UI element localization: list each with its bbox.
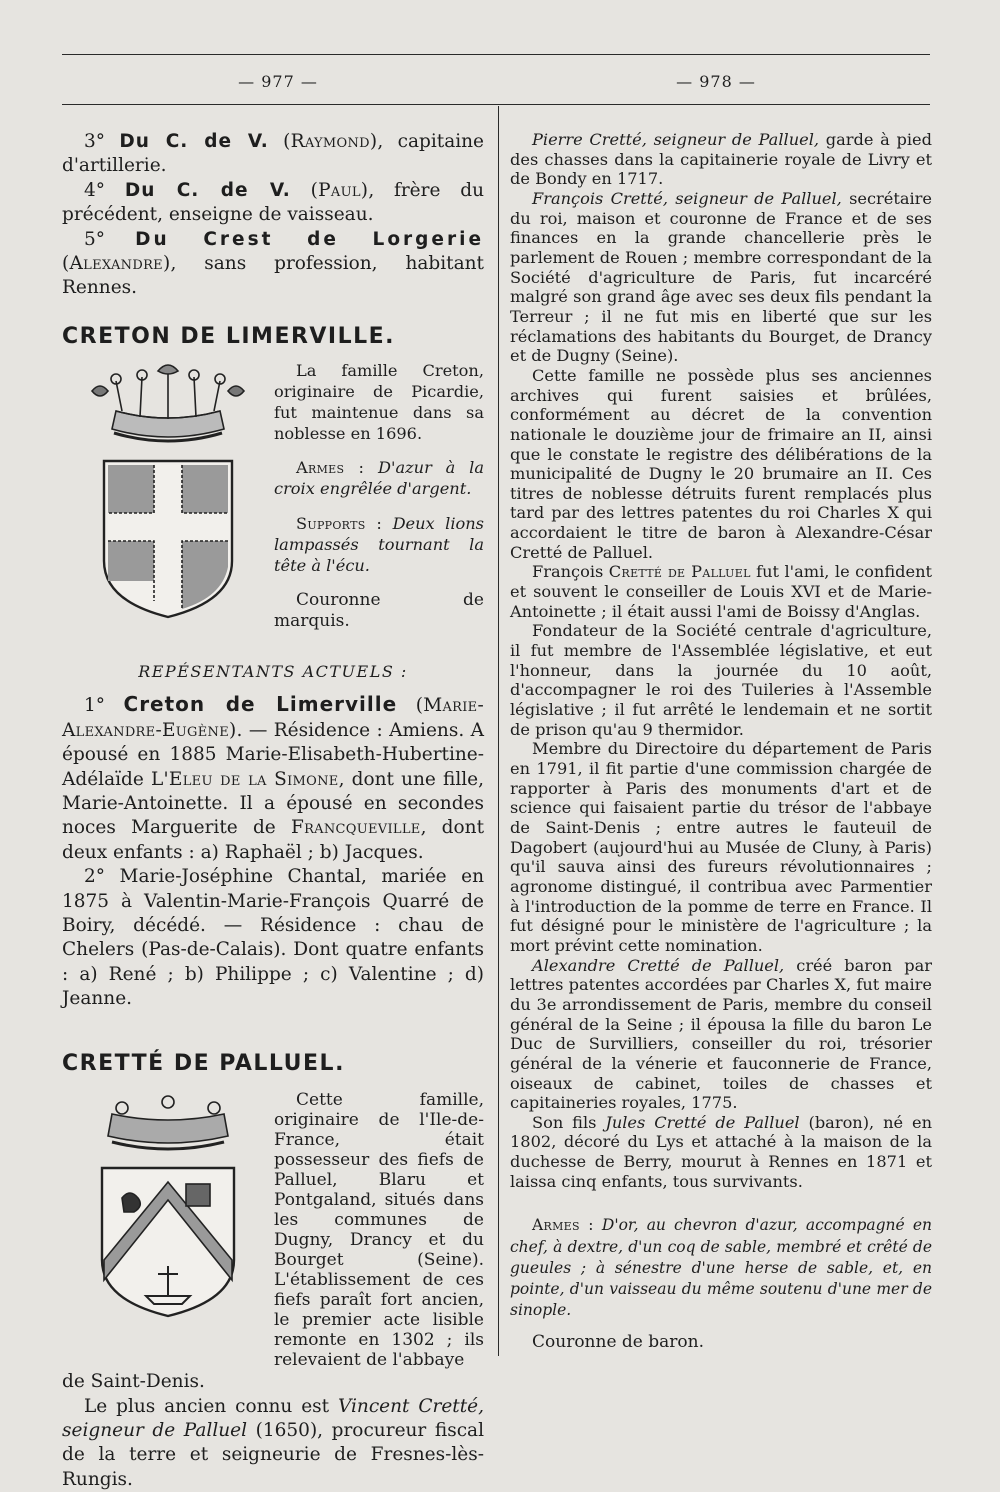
entry-3: 3° Du C. de V. (Raymond), capitaine d'artillerie. [62, 131, 484, 177]
creton-armes: Armes : D'azur à la croix engrêlée d'argent. [274, 458, 484, 499]
paragraph-archives: Cette famille ne possède plus ses anciennes archives qui furent saisies et brûlées, conformément au décret de la convention nationale le douzième jour de frimaire an II, ainsi que le constate le registre des délibérations de la municipalité de Dugny le 20 brumaire an II. Ces titres de noblesse détruits furent remplacés plus tard par des lettres patentes du roi Charles X qui accordaient le titre de baron à Alexandre-César Cretté de Palluel. [510, 365, 932, 562]
paragraph-pierre: Pierre Cretté, seigneur de Palluel, garde à pied des chasses dans la capitainerie royale de Livry et de Bondy en 1717. [510, 130, 932, 189]
crette-armes: Armes : D'or, au chevron d'azur, accompagné en chef, à dextre, d'un coq de sable, membré et crêté de gueules ; à sénestre d'une herse de sable, et, en pointe, d'un vaisseau du même soutenu d'une mer de sinople. [510, 1216, 932, 1320]
page-number-right: — 978 — [676, 72, 756, 91]
right-column [510, 130, 932, 1353]
entry-name: Du C. de V. [124, 179, 291, 201]
section-heading-crette: CRETTÉ DE PALLUEL. [62, 1050, 345, 1076]
section-heading-creton: CRETON DE LIMERVILLE. [62, 323, 396, 349]
entry-5: 5° Du Crest de Lorgerie (Alexandre), sans profession, habitant Rennes. [62, 228, 484, 299]
creton-intro: La famille Creton, originaire de Picardie, fut maintenue dans sa noblesse en 1696. [274, 361, 484, 443]
creton-side-text [274, 361, 484, 632]
paragraph-francois: François Cretté, seigneur de Palluel, secrétaire du roi, maison et couronne de France et de ses finances en la grande chancellerie près le parlement de Rouen ; membre correspondant de la Société d'agriculture de Paris, fut incarcéré malgré son grand âge avec ses deux fils pendant la Terreur ; il ne fut mis en liberté que sur les réclamations des habitants du Bourget, de Drancy et de Dugny (Seine). [510, 188, 932, 366]
column-separator [498, 106, 499, 1356]
entry-name: Du Crest de Lorgerie [135, 228, 484, 250]
paragraph-jules: Son fils Jules Cretté de Palluel (baron), né en 1802, décoré du Lys et attaché à la maison de la duchesse de Berry, mourut à Rennes en 1871 et laissa cinq enfants, tous survivants. [510, 1112, 932, 1191]
crette-intro: Cette famille, originaire de l'Ile-de-France, était possesseur des fiefs de Palluel, Blaru et Pontgaland, situés dans les communes de Dugny, Drancy et du Bourget (Seine). L'établissement de ces fiefs paraît fort ancien, le premier acte lisible remonte en 1302 ; ils relevaient de l'abbaye [274, 1090, 484, 1371]
entry-4: 4° Du C. de V. (Paul), frère du précédent, enseigne de vaisseau. [62, 179, 484, 226]
crette-intro-end: de Saint-Denis. [62, 1371, 205, 1393]
representative-2: 2° Marie-Joséphine Chantal, mariée en 1875 à Valentin-Marie-François Quarré de Boiry, décédé. — Résidence : chau de Chelers (Pas-de-Calais). Dont quatre enfants : a) René ; b) Philippe ; c) Valentine ; d) Jeanne. [62, 866, 484, 1010]
crette-coat-of-arms-illustration [82, 1090, 254, 1318]
creton-supports: Supports : Deux lions lampassés tournant la tête à l'écu. [274, 514, 484, 575]
crette-couronne: Couronne de baron. [532, 1332, 704, 1353]
paragraph-alexandre: Alexandre Cretté de Palluel, créé baron par lettres patentes accordées par Charles X, fut maire du 3e arrondissement de Paris, membre du conseil général de la Seine ; il épousa la fille du baron Le Duc de Survilliers, conseiller du roi, trésorier général de la vénerie et fauconnerie de France, oiseaux de cabinet, toiles de chasses et capitaineries royales, 1775. [510, 955, 932, 1113]
entry-name: Du C. de V. [119, 131, 269, 152]
representative-1: 1° Creton de Limerville (Marie-Alexandre-Eugène). — Résidence : Amiens. A épousé en 1885 Marie-Elisabeth-Hubertine-Adélaïde L'Eleu de la Simone, dont une fille, Marie-Antoinette. Il a épousé en secondes noces Marguerite de Francqueville, dont deux enfants : a) Raphaël ; b) Jacques. [62, 692, 484, 863]
top-rule [62, 54, 930, 55]
representants-heading: REPÉSENTANTS ACTUELS : [138, 662, 408, 682]
crette-earliest-known: Le plus ancien connu est Vincent Cretté, seigneur de Palluel (1650), procureur fiscal de la terre et seigneurie de Fresnes-lès-Rungis. [62, 1395, 484, 1490]
paragraph-confident: François Cretté de Palluel fut l'ami, le confident et souvent le conseiller de Louis XVI et de Marie-Antoinette ; il était aussi l'ami de Boissy d'Anglas. [510, 562, 932, 621]
page-number-left: — 977 — [238, 72, 318, 91]
creton-arms-block [62, 361, 484, 632]
paragraph-directoire: Membre du Directoire du département de Paris en 1791, il fit partie d'une commission chargée de rapporter à Paris des monuments d'art et de science qui faisaient partie du trésor de l'abbaye de Saint-Denis ; entre autres le fauteuil de Dagobert (aujourd'hui au Musée de Cluny, à Paris) qu'il sauva ainsi des fureurs révolutionnaires ; agronome distingué, il contribua avec Parmentier à l'introduction de la pomme de terre en France. Il fut désigné pour le ministère de l'agriculture ; la mort prévint cette nomination. [510, 739, 932, 955]
creton-couronne: Couronne de marquis. [274, 590, 484, 632]
header-rule [62, 104, 930, 105]
left-column [62, 130, 484, 1492]
creton-coat-of-arms-illustration [82, 361, 254, 621]
paragraph-fondateur: Fondateur de la Société centrale d'agriculture, il fut membre de l'Assemblée législative, et eut l'honneur, dans la journée du 10 août, d'accompagner le roi des Tuileries à l'Assemble législative ; il fut arrêté le lendemain et ne sortit de prison qu'au 9 thermidor. [510, 621, 932, 739]
crette-arms-block [62, 1090, 484, 1370]
